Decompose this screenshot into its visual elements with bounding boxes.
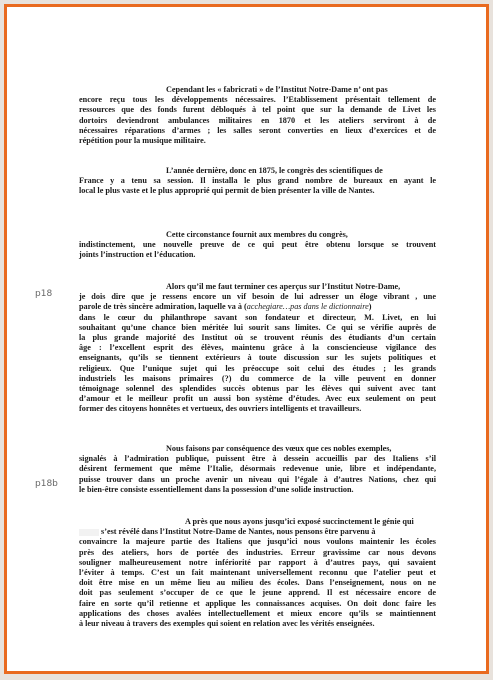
text-line: âge : l’excellent esprit des élèves, maintenu grâce à la consciencieuse vigilance des bbox=[79, 343, 436, 353]
text-line: local le plus vaste et le plus approprié qui permit de bien présenter la ville de Nantes. bbox=[79, 186, 375, 196]
text-line: L’année dernière, donc en 1875, le congrès des scientifiques de bbox=[166, 166, 383, 175]
text-line: près des ateliers, hors de portée des industries. Erreur gravissime car nous devons bbox=[79, 547, 436, 557]
text-line: souhaitant qu’une chance bien méritée lui sourit sans limites. Ce qui se vérifie auprès de bbox=[79, 322, 436, 332]
text-line: Cependant les « fabricrati » de l’Institut Notre-Dame n’ ont pas bbox=[166, 85, 388, 94]
text-line: nécessaires réparations d’armes ; les salles seront converties en lieux d’exercices et de bbox=[79, 125, 436, 135]
text-line: l’éviter à temps. C’est un fait maintenant universellement reconnu que l’atelier peut et bbox=[79, 568, 436, 578]
redacted-mark bbox=[79, 529, 99, 536]
text-line: religieux. Que l’unique sujet qui les préoccupe soit celui des études ; les grands bbox=[79, 363, 436, 373]
text-line: France y a tenu sa session. Il installa le plus grand nombre de bureaux en ayant le bbox=[79, 176, 436, 186]
text-line: joints l’instruction et l’éducation. bbox=[79, 250, 196, 260]
document-page bbox=[4, 4, 489, 674]
text-line: doit pas seulement s’occuper de ce que le jeune apprend. Il est nécessaire encore de bbox=[79, 588, 436, 598]
text-line: doit être mise en un même lieu au milieu des écoles. Dans l’enseignement, nous on ne bbox=[79, 578, 436, 588]
paragraph-1 bbox=[79, 85, 436, 146]
text-line: signalés à l’admiration publique, puissent être à dessein accueillis par des Italiens s’il bbox=[79, 454, 436, 464]
text-line: la plus grande majorité des Institut où se trouvent réunis des étudiants d’un certain bbox=[79, 333, 436, 343]
text-line: ressources que des fonds furent débloqués à tel point que sur la demande de Livet les bbox=[79, 105, 436, 115]
text-line: former des citoyens honnêtes et vertueux, des ouvriers intelligents et travailleurs. bbox=[79, 404, 362, 414]
text-line: dortoirs deviendront ambulances militaires en 1870 et les ateliers serviront à de bbox=[79, 115, 436, 125]
text-line: Nous faisons par conséquence des vœux que ces nobles exemples, bbox=[166, 444, 392, 453]
text-line: enseignants, qu’ils se tiennent extérieurs à toute discussion sur les sujets politiques et bbox=[79, 353, 436, 363]
paragraph-6 bbox=[79, 517, 436, 629]
text-line: s’est révélé dans l’Institut Notre-Dame de Nantes, nous pensons être parvenu à bbox=[79, 527, 436, 537]
text-line: convaincre la majeure partie des Italiens que jusqu’ici nous voulons maintenir les écoles bbox=[79, 537, 436, 547]
text-line: Alors qu’il me faut terminer ces aperçus sur l’Institut Notre-Dame, bbox=[166, 282, 401, 291]
editor-note: acchegiare…pas dans le dictionnaire bbox=[246, 302, 369, 312]
text-line: souligner malheureusement notre infériorité par rapport à d’autres pays, qui savaient bbox=[79, 557, 436, 567]
text-line: d’amour et le meilleur profit un aussi bon système d’études. Avec eux seulement on peut bbox=[79, 394, 436, 404]
text-line: désirent fermement que même l’Italie, désormais redevenue unie, libre et indépendante, bbox=[79, 464, 436, 474]
text-line: applications des choses avalées intellectuellement et mieux encore qu’ils se maintiennent bbox=[79, 608, 436, 618]
text-line: je dois dire que je ressens encore un vif besoin de lui adresser un éloge vibrant , une bbox=[79, 292, 436, 302]
text-line: puisse trouver dans un proche avenir un niveau qui l’égale à d’autres Nations, chez qui bbox=[79, 474, 436, 484]
text-line: à leur niveau à travers des exemples qui soient en relation avec les vérités enseignées. bbox=[79, 619, 375, 629]
margin-note-p18: p18 bbox=[35, 289, 53, 299]
text-line: industriels les maisons primaires (?) du commerce de la ville peuvent en donner bbox=[79, 373, 436, 383]
text-line: Cette circonstance fournit aux membres du congrès, bbox=[166, 230, 348, 239]
paragraph-3 bbox=[79, 230, 436, 261]
text-line: encore reçu tous les développements nécessaires. l’Etablissement présentait tellement de bbox=[79, 95, 436, 105]
paragraph-2 bbox=[79, 166, 436, 197]
margin-note-p18b: p18b bbox=[35, 479, 58, 489]
text-line: A près que nous ayons jusqu’ici exposé succinctement le génie qui bbox=[185, 517, 414, 526]
text-line: répétition pour la musique militaire. bbox=[79, 136, 206, 146]
text-line: faire en sorte qu’il retienne et applique les connaissances acquises. On doit donc faire les bbox=[79, 598, 436, 608]
paragraph-4 bbox=[79, 282, 436, 415]
text-line: indistinctement, une nouvelle preuve de ce qui peut être obtenu lorsque se trouvent bbox=[79, 240, 436, 250]
text-line: témoignage solennel des splendides succès obtenus par les élèves qui suivent avec tant bbox=[79, 384, 436, 394]
text-line: dans le cœur du philanthrope savant son fondateur et directeur, M. Livet, en lui bbox=[79, 312, 436, 322]
text-line: le bien-être consiste essentiellement dans la possession d’une solide instruction. bbox=[79, 484, 354, 494]
paragraph-5 bbox=[79, 444, 436, 495]
text-line: parole de très sincère admiration, laquelle va à (acchegiare…pas dans le dictionnaire) bbox=[79, 302, 372, 312]
